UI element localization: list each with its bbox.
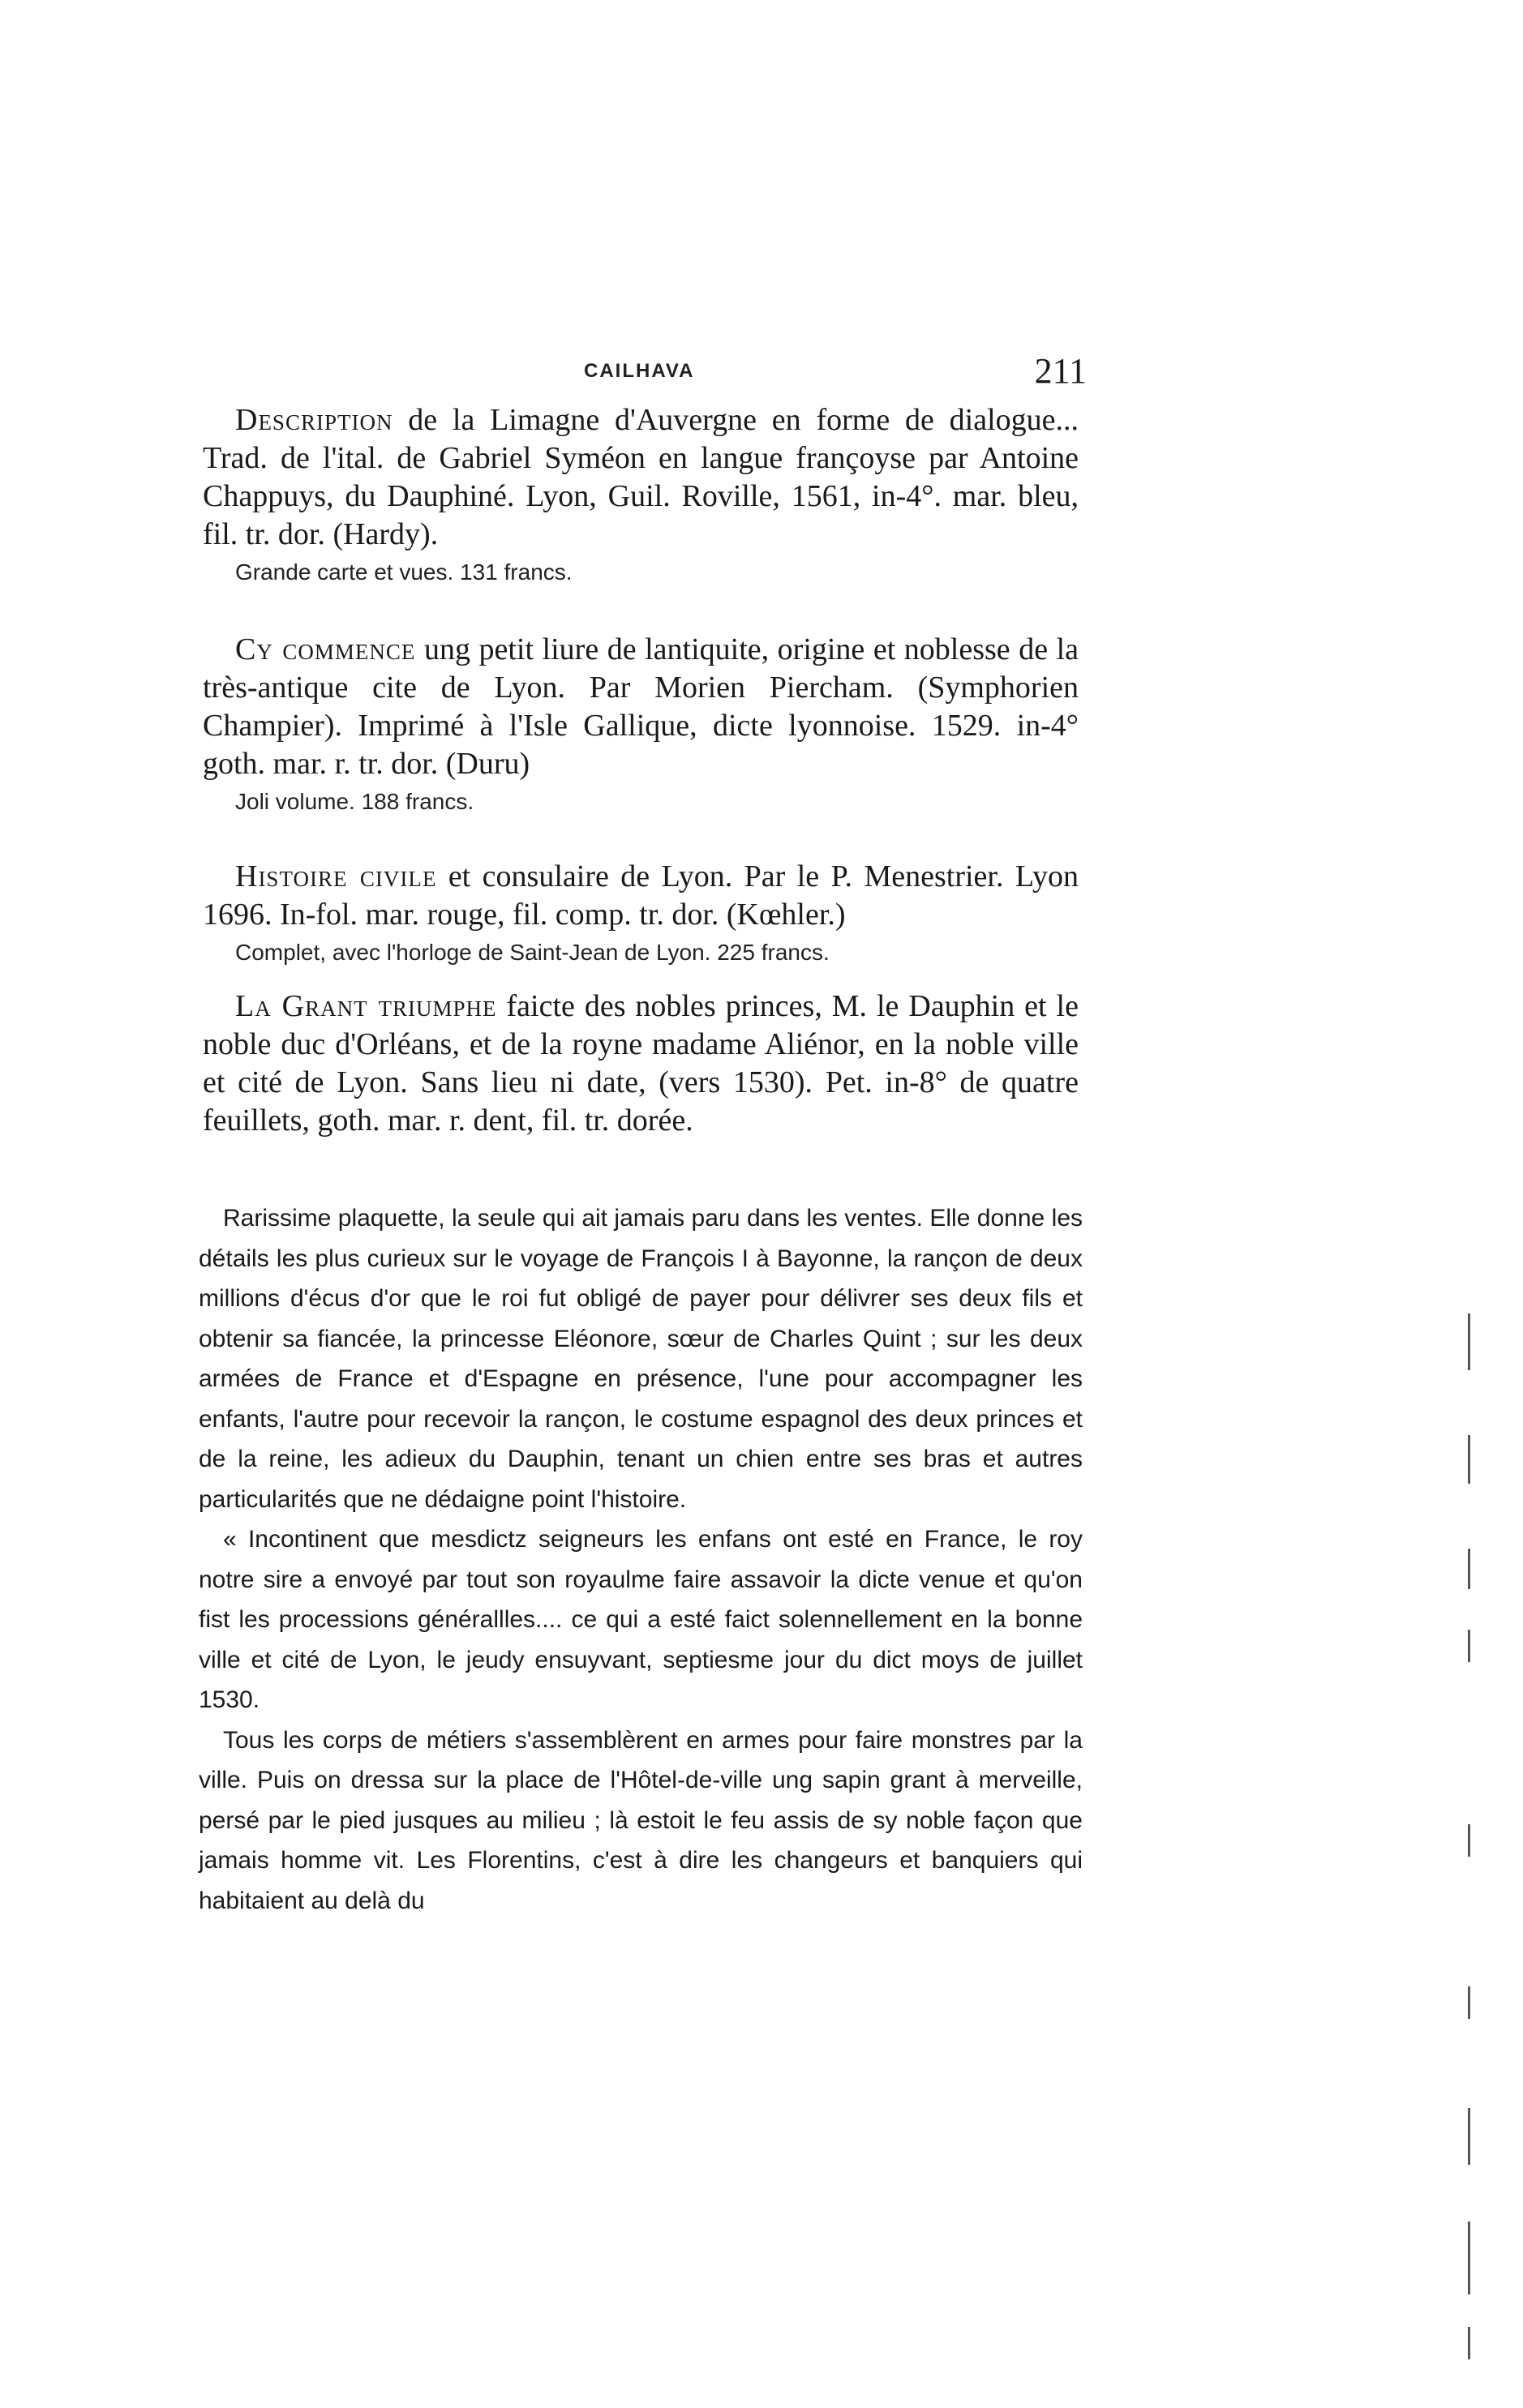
entry-lead: La Grant triumphe xyxy=(235,989,497,1023)
page-number: 211 xyxy=(1034,351,1087,391)
entry-text: et consulaire de Lyon. Par le P. Menestrier. Lyon 1696. In-fol. mar. rouge, fil. comp. tr. dor. (Kœhler.) xyxy=(203,859,1079,932)
page-header xyxy=(187,350,1087,399)
scan-mark xyxy=(1468,1435,1470,1484)
scan-mark xyxy=(1468,1313,1470,1370)
entry-text: ung petit liure de lantiquite, origine et noblesse de la très-antique cite de Lyon. Par Morien Piercham. (Symphorien Champier). Imprimé à l'Isle Gallique, dicte lyonnoise. 1529. in-4° goth. mar. r. tr. dor. (Duru) xyxy=(203,632,1079,781)
catalog-entry xyxy=(203,858,1079,968)
entry-text: de la Limagne d'Auvergne en forme de dialogue... Trad. de l'ital. de Gabriel Syméon en langue françoyse par Antoine Chappuys, du Dauphiné. Lyon, Guil. Roville, 1561, in-4°. mar. bleu, fil. tr. dor. (Hardy). xyxy=(203,403,1079,551)
running-head: CAILHAVA xyxy=(584,360,695,382)
entry-body xyxy=(203,631,1079,783)
scan-margin-marks xyxy=(1468,1313,1471,2367)
catalog-entry xyxy=(203,401,1079,588)
scan-mark xyxy=(1468,1824,1470,1857)
scan-mark xyxy=(1468,2222,1470,2294)
entry-note: Joli volume. 188 francs. xyxy=(235,789,474,814)
entry-lead: Histoire civile xyxy=(235,859,437,893)
scan-mark xyxy=(1468,1986,1470,2019)
commentary-paragraph: « Incontinent que mesdictz seigneurs les enfans ont esté en France, le roy notre sire a envoyé par tout son royaulme faire assavoir la dicte venue et qu'on fist les processions générallles.... ce qui a esté faict solennellement en la bonne ville et cité de Lyon, le jeudy ensuyvant, septiesme jour du dict moys de juillet 1530. xyxy=(199,1526,1083,1713)
catalog-entry xyxy=(203,631,1079,817)
entry-lead: Description xyxy=(235,403,393,437)
entry-body xyxy=(203,988,1079,1140)
commentary xyxy=(199,1198,1083,1921)
entry-lead: Cy commence xyxy=(235,632,416,666)
scan-mark xyxy=(1468,1549,1470,1589)
scan-mark xyxy=(1468,2327,1470,2359)
entry-note: Grande carte et vues. 131 francs. xyxy=(235,559,573,585)
scan-mark xyxy=(1468,2108,1470,2165)
catalog-entry xyxy=(203,988,1079,1140)
entry-body xyxy=(203,858,1079,934)
entry-text: faicte des nobles princes, M. le Dauphin et le noble duc d'Orléans, et de la royne madame Aliénor, en la noble ville et cité de Lyon. Sans lieu ni date, (vers 1530). Pet. in-8° de quatre feuillets, goth. mar. r. dent, fil. tr. dorée. xyxy=(203,989,1079,1138)
commentary-paragraph: Rarissime plaquette, la seule qui ait jamais paru dans les ventes. Elle donne les détails les plus curieux sur le voyage de François I à Bayonne, la rançon de deux millions d'écus d'or que le roi fut obligé de payer pour délivrer ses deux fils et obtenir sa fiancée, la princesse Eléonore, sœur de Charles Quint ; sur les deux armées de France et d'Espagne en présence, l'une pour accompagner les enfants, l'autre pour recevoir la rançon, le costume espagnol des deux princes et de la reine, les adieux du Dauphin, tenant un chien entre ses bras et autres particularités que ne dédaigne point l'histoire. xyxy=(199,1205,1083,1513)
scan-mark xyxy=(1468,1630,1470,1662)
entry-body xyxy=(203,401,1079,554)
entry-note: Complet, avec l'horloge de Saint-Jean de Lyon. 225 francs. xyxy=(235,940,830,965)
commentary-paragraph: Tous les corps de métiers s'assemblèrent en armes pour faire monstres par la ville. Puis on dressa sur la place de l'Hôtel-de-ville ung sapin grant à merveille, persé par le pied jusques au milieu ; là estoit le feu assis de sy noble façon que jamais homme vit. Les Florentins, c'est à dire les changeurs et banquiers qui habitaient au delà du xyxy=(199,1726,1083,1914)
